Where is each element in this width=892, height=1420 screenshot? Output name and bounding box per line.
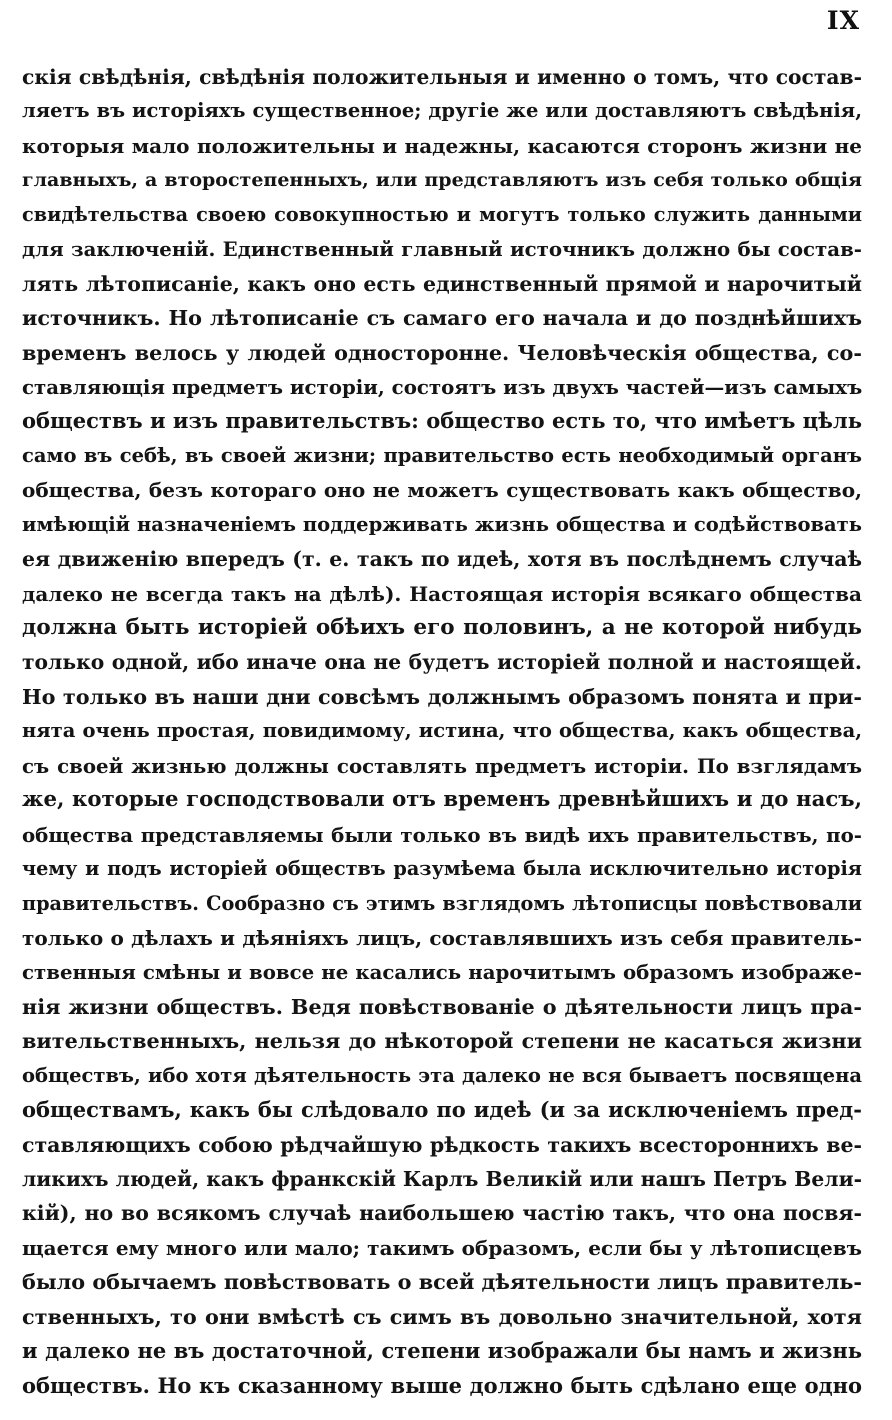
text-line: щается ему много или мало; такимъ образомъ, если бы у лѣтописцевъ [22, 1235, 862, 1260]
text-line: обществъ и изъ правительствъ: общество есть то, что имѣетъ цѣль [22, 408, 862, 434]
text-line: нія жизни обществъ. Ведя повѣствованіе о дѣятельности лицъ пра- [22, 994, 862, 1019]
text-line: ея движенію впередъ (т. е. такъ по идеѣ, хотя въ послѣднемъ случаѣ [22, 547, 862, 572]
text-line: только одной, ибо иначе она не будетъ исторіей полной и настоящей. [22, 650, 862, 675]
text-line: далеко не всегда такъ на дѣлѣ). Настоящая исторія всякаго общества [22, 581, 862, 606]
text-line: обществъ. Но къ сказанному выше должно быть сдѣлано еще одно [22, 1372, 862, 1398]
text-line: только о дѣлахъ и дѣяніяхъ лицъ, составлявшихъ изъ себя правитель- [22, 925, 862, 950]
text-line: общества, безъ котораго оно не можетъ существовать какъ общество, [22, 478, 862, 503]
text-line: было обычаемъ повѣствовать о всей дѣятельности лицъ правитель- [22, 1270, 862, 1295]
text-line: правительствъ. Сообразно съ этимъ взглядомъ лѣтописцы повѣствовали [22, 891, 862, 915]
text-line: ственныя смѣны и вовсе не касались нарочитымъ образомъ изображе- [22, 960, 862, 985]
text-line: свидѣтельства своею совокупностью и могутъ только служить данными [22, 202, 862, 226]
text-line: съ своей жизнью должны составлять предметъ исторіи. По взглядамъ [22, 753, 862, 778]
text-line: обществъ, ибо хотя дѣятельность эта далеко не вся бываетъ посвящена [22, 1063, 862, 1087]
text-line: ставляющія предметъ исторіи, состоятъ изъ двухъ частей—изъ самыхъ [22, 374, 862, 399]
text-line: источникъ. Но лѣтописаніе съ самаго его начала и до позднѣйшихъ [22, 306, 862, 331]
page-number: IX [826, 6, 860, 35]
text-line: нята очень простая, повидимому, истина, что общества, какъ общества, [22, 719, 862, 743]
text-line: чему и подъ исторіей обществъ разумѣема была исключительно исторія [22, 857, 862, 881]
text-line: Но только въ наши дни совсѣмъ должнымъ образомъ понята и при- [22, 684, 862, 709]
text-line: главныхъ, а второстепенныхъ, или представляютъ изъ себя только общія [22, 169, 862, 192]
text-line: для заключеній. Единственный главный источникъ должно бы состав- [22, 237, 862, 262]
body-text [22, 60, 862, 1403]
text-line: ставляющихъ собою рѣдчайшую рѣдкость такихъ всестороннихъ ве- [22, 1132, 862, 1157]
text-line: вительственныхъ, нельзя до нѣкоторой степени не касаться жизни [22, 1029, 862, 1054]
text-line: общества представляемы были только въ видѣ ихъ правительствъ, по- [22, 822, 862, 847]
text-line: которыя мало положительны и надежны, касаются сторонъ жизни не [22, 133, 862, 158]
text-line: кій), но во всякомъ случаѣ наибольшею частію такъ, что она посвя- [22, 1201, 862, 1226]
text-line: временъ велось у людей односторонне. Человѣческія общества, со- [22, 340, 862, 365]
text-line: само въ себѣ, въ своей жизни; правительство есть необходимый органъ [22, 443, 862, 467]
text-line: же, которые господствовали отъ временъ древнѣйшихъ и до насъ, [22, 787, 862, 813]
text-line: обществамъ, какъ бы слѣдовало по идеѣ (и за исключеніемъ пред- [22, 1097, 862, 1123]
text-line: лять лѣтописаніе, какъ оно есть единственный прямой и нарочитый [22, 271, 862, 296]
text-line: должна быть исторіей обѣихъ его половинъ, а не которой нибудь [22, 615, 862, 640]
text-line: ликихъ людей, какъ франкскій Карлъ Великій или нашъ Петръ Вели- [22, 1167, 862, 1191]
text-line: и далеко не въ достаточной, степени изображали бы намъ и жизнь [22, 1338, 862, 1364]
text-line: имѣющій назначеніемъ поддерживать жизнь общества и содѣйствовать [22, 512, 862, 536]
text-line: ляетъ въ исторіяхъ существенное; другіе же или доставляютъ свѣдѣнія, [22, 99, 862, 123]
text-line: ственныхъ, то они вмѣстѣ съ симъ въ довольно значительной, хотя [22, 1304, 862, 1329]
text-line: скія свѣдѣнія, свѣдѣнія положительныя и именно о томъ, что состав- [22, 65, 862, 89]
